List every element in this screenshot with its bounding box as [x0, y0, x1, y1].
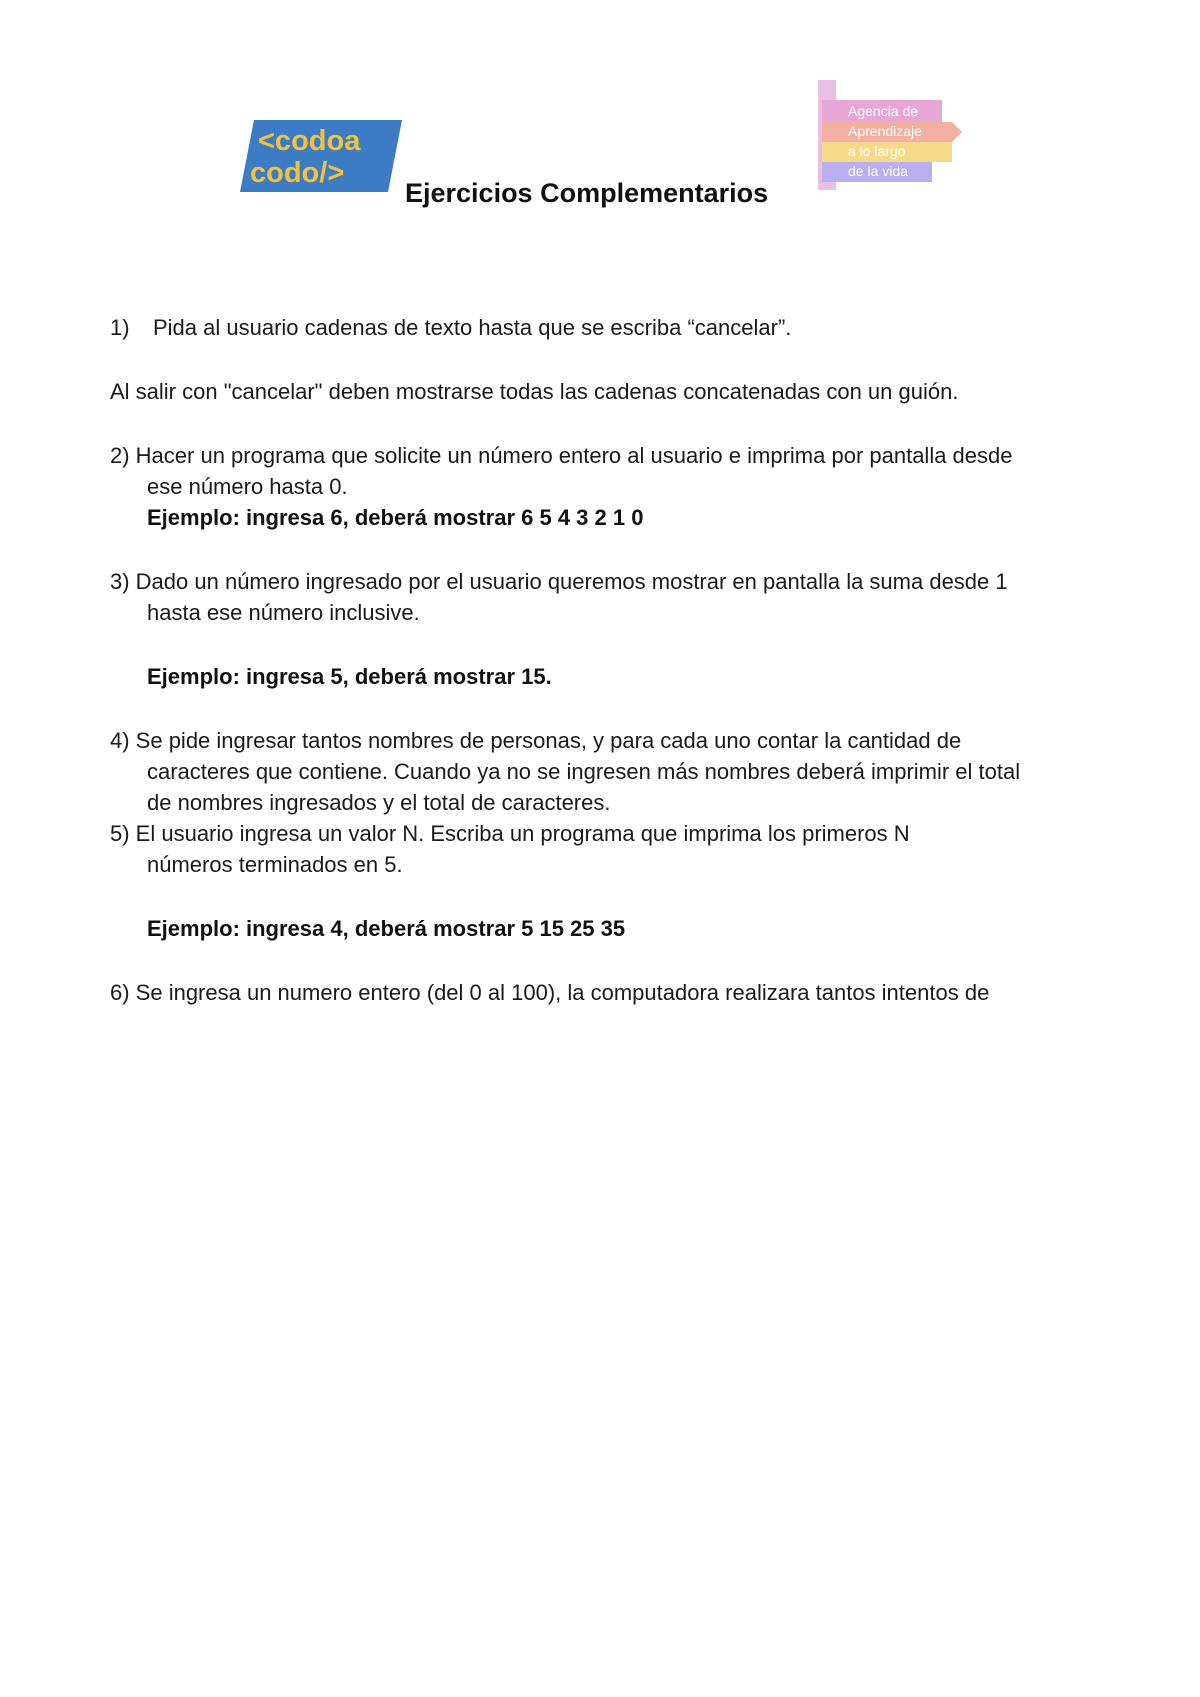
exercise-2-line-1: 2) Hacer un programa que solicite un número entero al usuario e imprima por pantalla desde — [110, 443, 1013, 468]
exercise-5-example: Ejemplo: ingresa 4, deberá mostrar 5 15 25 35 — [147, 916, 626, 941]
exercise-4-line-3: de nombres ingresados y el total de caracteres. — [147, 790, 611, 815]
exercise-3-line-2: hasta ese número inclusive. — [147, 600, 420, 625]
exercise-1 — [110, 312, 1120, 343]
exercise-2-example: Ejemplo: ingresa 6, deberá mostrar 6 5 4 3 2 1 0 — [147, 505, 644, 530]
codo-a-codo-logo — [240, 120, 402, 192]
agencia-aprendizaje-logo — [812, 80, 972, 190]
exercise-list — [110, 312, 1120, 1008]
exercise-1-text: Pida al usuario cadenas de texto hasta que se escriba “cancelar”. — [153, 315, 792, 340]
codo-logo-line2: codo/> — [250, 157, 345, 189]
page-title: Ejercicios Complementarios — [405, 178, 769, 208]
agencia-logo-text-4: de la vida — [848, 163, 908, 179]
exercise-2-line-2: ese número hasta 0. — [147, 474, 348, 499]
exercise-4-line-1: 4) Se pide ingresar tantos nombres de personas, y para cada uno contar la cantidad de — [110, 728, 962, 753]
exercise-5-line-2: números terminados en 5. — [147, 852, 403, 877]
agencia-logo-text-2: Aprendizaje — [848, 123, 922, 139]
codo-logo-line1: <codoa — [258, 125, 361, 157]
exercise-1-note: Al salir con "cancelar" deben mostrarse todas las cadenas concatenadas con un guión. — [110, 379, 959, 404]
exercise-3-example: Ejemplo: ingresa 5, deberá mostrar 15. — [147, 664, 552, 689]
exercise-4-line-2: caracteres que contiene. Cuando ya no se ingresen más nombres deberá imprimir el total — [147, 759, 1021, 784]
exercise-6-line-1: 6) Se ingresa un numero entero (del 0 al 100), la computadora realizara tantos intentos de — [110, 980, 990, 1005]
exercise-5-line-1: 5) El usuario ingresa un valor N. Escriba un programa que imprima los primeros N — [110, 821, 910, 846]
exercise-3-line-1: 3) Dado un número ingresado por el usuario queremos mostrar en pantalla la suma desde 1 — [110, 569, 1008, 594]
agencia-logo-text-3: a lo largo — [848, 143, 906, 159]
exercise-1-number: 1) — [110, 315, 130, 340]
agencia-logo-text-1: Agencia de — [848, 103, 919, 119]
